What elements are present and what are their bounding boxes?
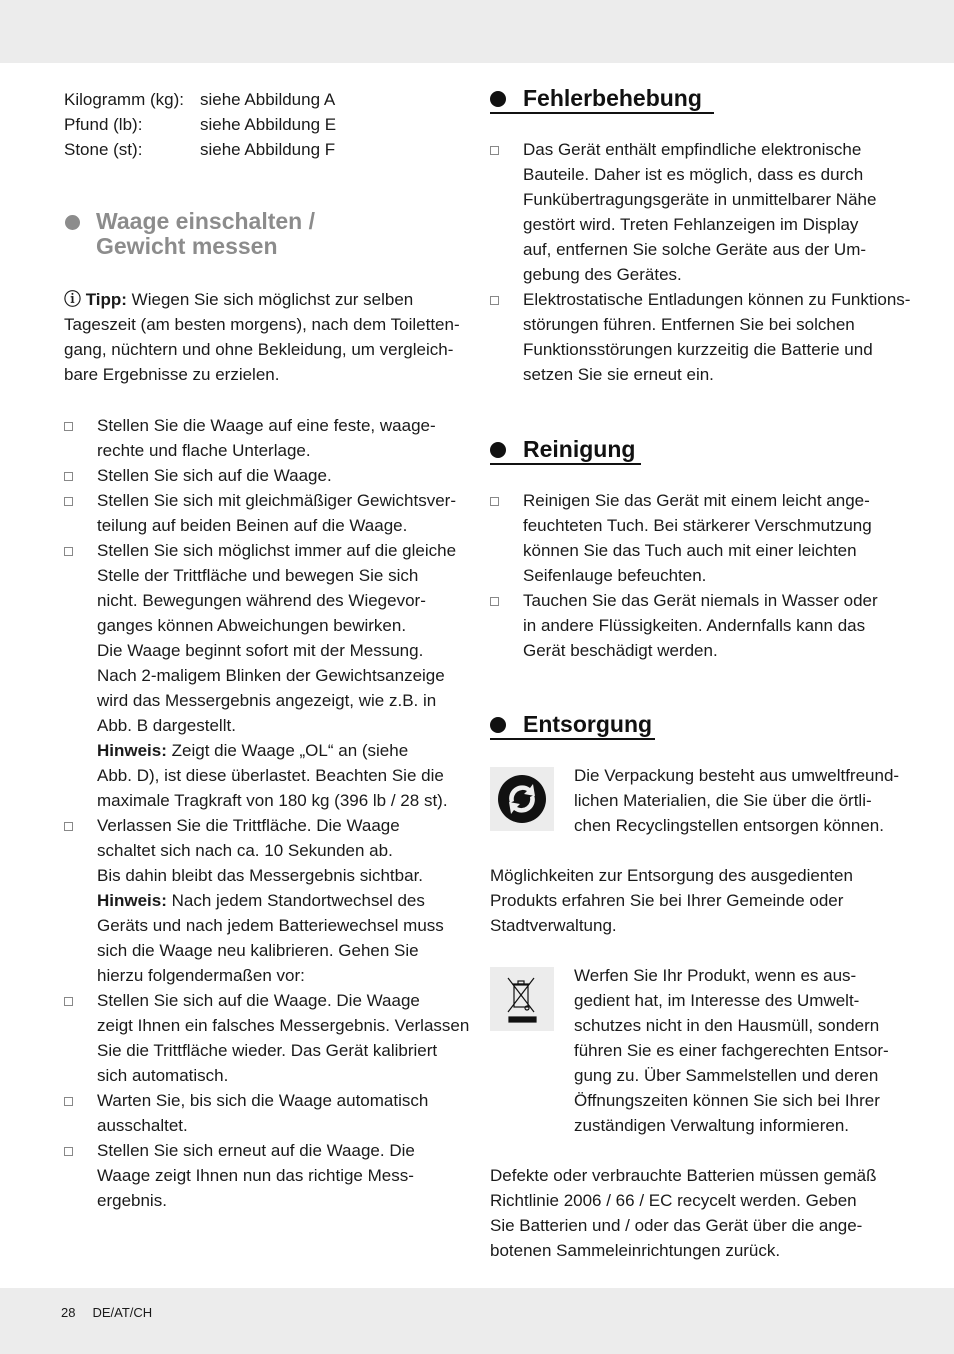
list-item [64,538,469,813]
line-text: ausschaltet. [97,1116,188,1135]
list-item [490,137,910,287]
square-bullet-icon [64,997,73,1006]
text-line [97,638,469,663]
line-text: auf, entfernen Sie solche Geräte aus der Um- [523,240,867,259]
text-line [523,513,878,538]
text-line [97,1088,469,1113]
square-bullet-icon [490,146,499,155]
text-line [490,1163,876,1188]
unit-row [64,87,336,112]
text-line [97,1163,469,1188]
text-line [97,963,469,988]
section-heading-waage [96,209,315,259]
text-line [574,1013,889,1038]
bold-label: Hinweis: [97,741,167,760]
text-line [97,938,469,963]
line-text: Die Verpackung besteht aus umweltfreund- [574,766,900,785]
square-bullet-icon [64,422,73,431]
text-line [97,463,469,488]
unit-row [64,137,336,162]
line-text: feuchteten Tuch. Bei stärkerer Verschmutzung [523,516,872,535]
line-text: Tageszeit (am besten morgens), nach dem Toiletten- [64,315,460,334]
line-text: Wiegen Sie sich möglichst zur selben [126,290,414,309]
line-text: ergebnis. [97,1191,167,1210]
line-text: Geräts und nach jedem Batteriewechsel muss [97,916,444,935]
text-line [490,1213,876,1238]
list-item [64,813,469,988]
line-text: gung zu. Über Sammelstellen und deren [574,1066,879,1085]
square-bullet-icon [64,822,73,831]
list-item [64,988,469,1088]
instruction-list [64,413,469,1213]
green-dot-recycling-icon [490,767,554,831]
heading-line: Waage einschalten / [96,208,315,234]
line-text: Funkübertragungsgeräte in unmittelbarer Nähe [523,190,877,209]
text-line [574,1088,889,1113]
line-text: Stelle der Trittfläche und bewegen Sie sich [97,566,419,585]
text-line [64,337,460,362]
line-text: Möglichkeiten zur Entsorgung des ausgedienten [490,866,853,885]
line-text: Abb. B dargestellt. [97,716,236,735]
text-line [523,237,910,262]
heading-bullet-icon [65,215,80,230]
units-table [64,87,336,162]
line-text: ganges können Abweichungen bewirken. [97,616,407,635]
line-text: zeigt Ihnen ein falsches Messergebnis. Verlassen [97,1016,470,1035]
text-line [97,663,469,688]
text-line [574,788,899,813]
bold-label: ⓘ Tipp: [64,290,127,309]
line-text: Produkts erfahren Sie bei Ihrer Gemeinde oder [490,891,844,910]
square-bullet-icon [490,497,499,506]
page-footer [61,1305,152,1320]
heading-bullet-icon [490,442,506,458]
crossed-bin-weee-icon [490,967,554,1031]
line-text: Defekte oder verbrauchte Batterien müssen gemäß [490,1166,877,1185]
line-text: rechte und flache Unterlage. [97,441,311,460]
line-text: können Sie das Tuch auch mit einer leichten [523,541,857,560]
text-line [574,963,889,988]
text-line [574,813,899,838]
tip-paragraph [64,287,460,387]
unit-value: siehe Abbildung E [200,115,337,134]
line-text: Elektrostatische Entladungen können zu Funktions- [523,290,911,309]
text-line [97,713,469,738]
text-line [490,863,853,888]
line-text: teilung auf beiden Beinen auf die Waage. [97,516,408,535]
text-line [523,262,910,287]
line-text: sich automatisch. [97,1066,229,1085]
text-line [97,613,469,638]
line-text: schaltet sich nach ca. 10 Sekunden ab. [97,841,393,860]
text-line [97,813,469,838]
text-line [97,913,469,938]
text-line [97,1113,469,1138]
line-text: Bauteile. Daher ist es möglich, dass es durch [523,165,864,184]
text-line [523,613,878,638]
line-text: wird das Messergebnis angezeigt, wie z.B. in [97,691,437,710]
line-text: lichen Materialien, die Sie über die örtli- [574,791,872,810]
text-line [97,863,469,888]
page-number: 28 [61,1305,76,1320]
unit-label: Kilogramm (kg): [64,90,184,109]
text-line [523,588,878,613]
troubleshooting-list [490,137,910,387]
text-line [523,488,878,513]
square-bullet-icon [64,1097,73,1106]
line-text: Stellen Sie die Waage auf eine feste, waage- [97,416,436,435]
bold-label: Hinweis: [97,891,167,910]
line-text: hierzu folgendermaßen vor: [97,966,305,985]
square-bullet-icon [490,597,499,606]
text-line [574,1063,889,1088]
disposal-options-paragraph [490,863,853,938]
text-line [97,513,469,538]
line-text: gebung des Gerätes. [523,265,682,284]
line-text: Funktionsstörungen kurzzeitig die Batterie und [523,340,873,359]
line-text: Stellen Sie sich möglichst immer auf die gleiche [97,541,457,560]
line-text: Werfen Sie Ihr Produkt, wenn es aus- [574,966,857,985]
line-text: gedient hat, im Interesse des Umwelt- [574,991,860,1010]
heading-line: Gewicht messen [96,233,278,259]
text-line [574,1113,889,1138]
text-line [64,287,460,312]
text-line [97,438,469,463]
heading-underline [490,463,641,465]
unit-value: siehe Abbildung A [200,90,336,109]
text-line [97,688,469,713]
line-text: maximale Tragkraft von 180 kg (396 lb / 28 st). [97,791,448,810]
list-item [64,488,469,538]
line-text: störungen führen. Entfernen Sie bei solchen [523,315,855,334]
line-text: Abb. D), ist diese überlastet. Beachten Sie die [97,766,444,785]
line-text: Reinigen Sie das Gerät mit einem leicht ange- [523,491,870,510]
text-line [523,563,878,588]
text-line [97,1138,469,1163]
battery-disposal-paragraph [490,1163,876,1263]
line-text: Öffnungszeiten können Sie sich bei Ihrer [574,1091,880,1110]
text-line [574,1038,889,1063]
text-line [97,538,469,563]
unit-row [64,112,336,137]
line-text: führen Sie es einer fachgerechten Entsor- [574,1041,889,1060]
heading-bullet-icon [490,717,506,733]
text-line [574,763,899,788]
text-line [574,988,889,1013]
line-text: zuständigen Verwaltung informieren. [574,1116,849,1135]
footer-band [0,1288,954,1354]
square-bullet-icon [64,547,73,556]
unit-label: Stone (st): [64,140,143,159]
line-text: Verlassen Sie die Trittfläche. Die Waage [97,816,400,835]
text-line [64,362,460,387]
text-line [523,162,910,187]
text-line [490,913,853,938]
square-bullet-icon [490,296,499,305]
heading-underline [490,112,714,114]
text-line [523,137,910,162]
line-text: Nach 2-maligem Blinken der Gewichtsanzeige [97,666,445,685]
text-line [490,888,853,913]
line-text: sich die Waage neu kalibrieren. Gehen Sie [97,941,419,960]
text-line [97,788,469,813]
line-text: gang, nüchtern und ohne Bekleidung, um vergleich- [64,340,454,359]
cleaning-list [490,488,878,663]
text-line [97,488,469,513]
text-line [97,413,469,438]
text-line [523,287,910,312]
line-text: Stellen Sie sich mit gleichmäßiger Gewichtsver- [97,491,457,510]
unit-value: siehe Abbildung F [200,140,336,159]
text-line [490,1188,876,1213]
line-text: Richtlinie 2006 / 66 / EC recycelt werden. Geben [490,1191,857,1210]
line-text: Warten Sie, bis sich die Waage automatisch [97,1091,429,1110]
line-text: schutzes nicht in den Hausmüll, sondern [574,1016,880,1035]
line-text: Stellen Sie sich auf die Waage. Die Waage [97,991,420,1010]
text-line [97,888,469,913]
line-text: bare Ergebnisse zu erzielen. [64,365,280,384]
text-line [64,312,460,337]
text-line [97,563,469,588]
text-line [97,1038,469,1063]
text-line [97,838,469,863]
heading-underline [490,738,655,740]
header-band [0,0,954,63]
text-line [523,337,910,362]
square-bullet-icon [64,497,73,506]
line-text: Zeigt die Waage „OL“ an (siehe [166,741,409,760]
text-line [97,588,469,613]
text-line [97,1188,469,1213]
text-line [490,1238,876,1263]
line-text: Bis dahin bleibt das Messergebnis sichtbar. [97,866,424,885]
text-line [97,1063,469,1088]
packaging-paragraph [574,763,899,838]
section-heading-reinigung [490,435,635,463]
line-text: Waage zeigt Ihnen nun das richtige Mess- [97,1166,414,1185]
text-line [523,638,878,663]
list-item [490,588,878,663]
line-text: Stellen Sie sich auf die Waage. [97,466,332,485]
line-text: Sie Batterien und / oder das Gerät über die ange- [490,1216,863,1235]
text-line [97,988,469,1013]
text-line [97,763,469,788]
list-item [490,287,910,387]
heading-label: Reinigung [523,436,636,462]
text-line [523,212,910,237]
line-text: setzen Sie sie erneut ein. [523,365,714,384]
square-bullet-icon [64,472,73,481]
list-item [64,1088,469,1138]
list-item [64,1138,469,1213]
heading-label: Entsorgung [523,711,653,737]
line-text: in andere Flüssigkeiten. Andernfalls kann das [523,616,866,635]
line-text: Seifenlauge befeuchten. [523,566,707,585]
line-text: Gerät beschädigt werden. [523,641,718,660]
line-text: Stadtverwaltung. [490,916,617,935]
locale-label: DE/AT/CH [92,1305,153,1320]
text-line [523,312,910,337]
text-line [523,538,878,563]
section-heading-fehlerbehebung [490,84,702,112]
text-line [523,187,910,212]
line-text: Das Gerät enthält empfindliche elektronische [523,140,862,159]
line-text: Die Waage beginnt sofort mit der Messung. [97,641,424,660]
square-bullet-icon [64,1147,73,1156]
line-text: botenen Sammeleinrichtungen zurück. [490,1241,781,1260]
product-disposal-paragraph [574,963,889,1138]
line-text: gestört wird. Treten Fehlanzeigen im Display [523,215,859,234]
line-text: nicht. Bewegungen während des Wiegevor- [97,591,426,610]
heading-bullet-icon [490,91,506,107]
list-item [64,413,469,463]
section-heading-entsorgung [490,710,652,738]
line-text: Nach jedem Standortwechsel des [166,891,425,910]
line-text: Sie die Trittfläche wieder. Das Gerät kalibriert [97,1041,438,1060]
text-line [523,362,910,387]
line-text: chen Recyclingstellen entsorgen können. [574,816,884,835]
list-item [64,463,469,488]
line-text: Tauchen Sie das Gerät niemals in Wasser oder [523,591,878,610]
list-item [490,488,878,588]
heading-label: Fehlerbehebung [523,85,702,111]
text-line [97,738,469,763]
unit-label: Pfund (lb): [64,115,143,134]
text-line [97,1013,469,1038]
line-text: Stellen Sie sich erneut auf die Waage. Die [97,1141,415,1160]
